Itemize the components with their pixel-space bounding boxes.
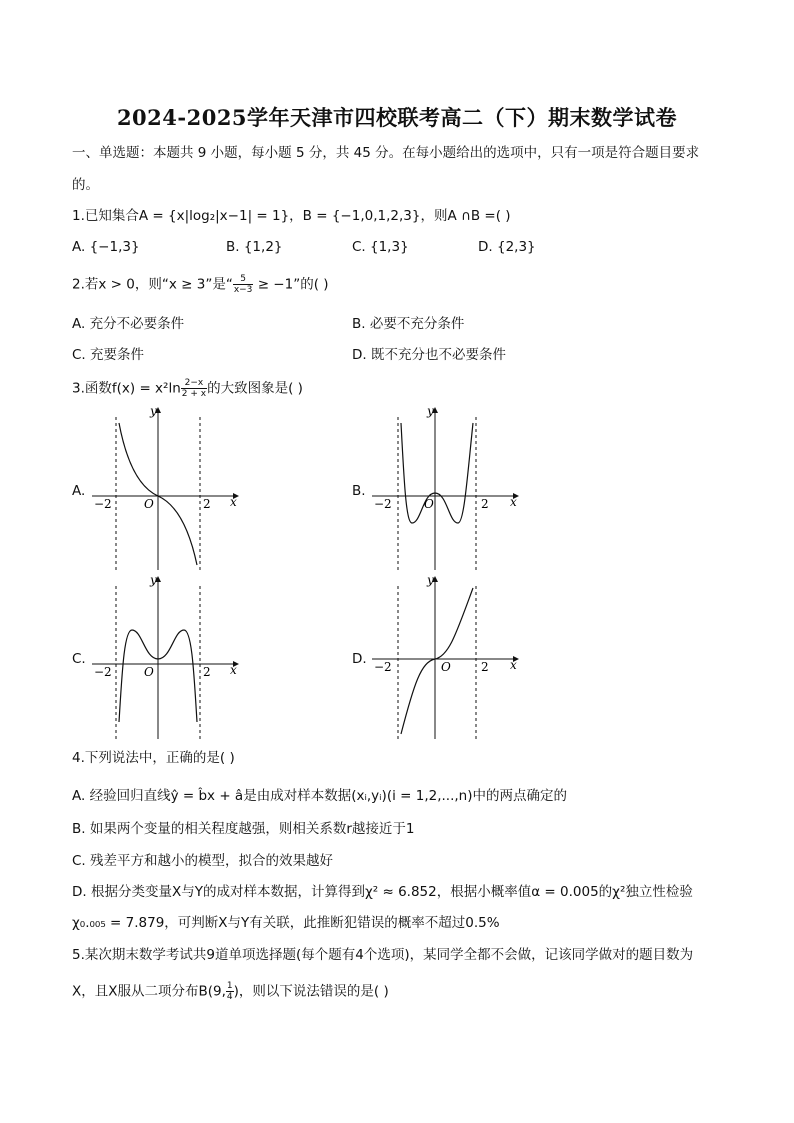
section-instructions-line1: 一、单选题：本题共 9 小题，每小题 5 分，共 45 分。在每小题给出的选项中，只有一项是符合题目要求 (72, 145, 700, 161)
q2-option-c[interactable]: C. 充要条件 (72, 347, 145, 363)
q4-option-d-line2[interactable]: χ₀.₀₀₅ = 7.879，可判断X与Y有关联，此推断犯错误的概率不超过0.5% (72, 915, 500, 931)
section-instructions-line2: 的。 (72, 177, 99, 193)
question-3-text (72, 378, 303, 399)
q3-graph-d[interactable] (366, 574, 526, 742)
q5-frac-num: 1 (226, 981, 233, 991)
q3-graph-c[interactable] (86, 574, 246, 742)
y-label: y (427, 405, 434, 418)
q3-frac-den: 2 + x (181, 389, 207, 399)
q5-prefix: X，且X服从二项分布B(9, (72, 983, 226, 1000)
q2-suffix: ≥ −1”的( ) (253, 276, 329, 293)
x-label: x (230, 495, 237, 509)
q2-option-a[interactable]: A. 充分不必要条件 (72, 316, 185, 332)
q2-option-d[interactable]: D. 既不充分也不必要条件 (352, 347, 506, 363)
q5-fraction (226, 981, 234, 1002)
x-label: x (510, 495, 517, 509)
q5-suffix: )，则以下说法错误的是( ) (233, 983, 389, 1000)
question-5-line2 (72, 981, 389, 1002)
tick-neg2: −2 (94, 665, 112, 679)
q2-frac-num: 5 (233, 274, 254, 285)
q5-frac-den: 4 (226, 992, 233, 1002)
tick-pos2: 2 (481, 660, 489, 674)
origin-label: O (144, 497, 154, 511)
q3-frac-num: 2−x (181, 378, 207, 389)
q3-option-d-label[interactable]: D. (352, 651, 367, 667)
q1-option-d[interactable]: D. {2,3} (478, 239, 536, 255)
y-label: y (150, 405, 157, 418)
q3-graph-a[interactable] (86, 405, 246, 575)
y-label: y (427, 574, 434, 587)
tick-pos2: 2 (481, 497, 489, 511)
y-label: y (150, 574, 157, 587)
q2-option-b[interactable]: B. 必要不充分条件 (352, 316, 465, 332)
question-1-text: 1.已知集合A = {x|log₂|x−1| = 1}，B = {−1,0,1,2,3}，则A ∩B =( ) (72, 208, 511, 224)
q2-frac-den: x−3 (233, 285, 253, 295)
origin-label: O (424, 497, 434, 511)
x-label: x (510, 658, 517, 672)
tick-neg2: −2 (374, 497, 392, 511)
tick-neg2: −2 (94, 497, 112, 511)
q3-graph-b[interactable] (366, 405, 526, 575)
q2-prefix: 2.若x > 0，则“x ≥ 3”是“ (72, 276, 233, 293)
curve (401, 423, 473, 523)
curve (401, 588, 473, 734)
q4-option-a[interactable]: A. 经验回归直线ŷ = b̂x + â是由成对样本数据(xᵢ,yᵢ)(i = 1,2,...,n)中的两点确定的 (72, 788, 567, 804)
q4-option-b[interactable]: B. 如果两个变量的相关程度越强，则相关系数r越接近于1 (72, 821, 415, 837)
q4-option-c[interactable]: C. 残差平方和越小的模型，拟合的效果越好 (72, 853, 334, 869)
question-2-text (72, 274, 329, 295)
tick-neg2: −2 (374, 660, 392, 674)
question-5-line1: 5.某次期末数学考试共9道单项选择题(每个题有4个选项)，某同学全都不会做，记该同学做对的题目数为 (72, 947, 694, 963)
q1-option-b[interactable]: B. {1,2} (226, 239, 283, 255)
q3-option-a-label[interactable]: A. (72, 483, 86, 499)
q3-option-c-label[interactable]: C. (72, 651, 86, 667)
origin-label: O (441, 660, 451, 674)
tick-pos2: 2 (203, 665, 211, 679)
tick-pos2: 2 (203, 497, 211, 511)
q4-option-d-line1[interactable]: D. 根据分类变量X与Y的成对样本数据，计算得到χ² ≈ 6.852，根据小概率值α = 0.005的χ²独立性检验 (72, 884, 693, 900)
question-4-text: 4.下列说法中，正确的是( ) (72, 750, 235, 766)
q3-prefix: 3.函数f(x) = x²ln (72, 380, 181, 397)
q1-option-a[interactable]: A. {−1,3} (72, 239, 140, 255)
q3-option-b-label[interactable]: B. (352, 483, 366, 499)
q3-suffix: 的大致图象是( ) (207, 380, 303, 397)
q3-fraction (181, 378, 207, 399)
x-label: x (230, 663, 237, 677)
origin-label: O (144, 665, 154, 679)
page-title: 2024-2025学年天津市四校联考高二（下）期末数学试卷 (116, 105, 678, 130)
q1-option-c[interactable]: C. {1,3} (352, 239, 409, 255)
q2-fraction (233, 274, 254, 295)
